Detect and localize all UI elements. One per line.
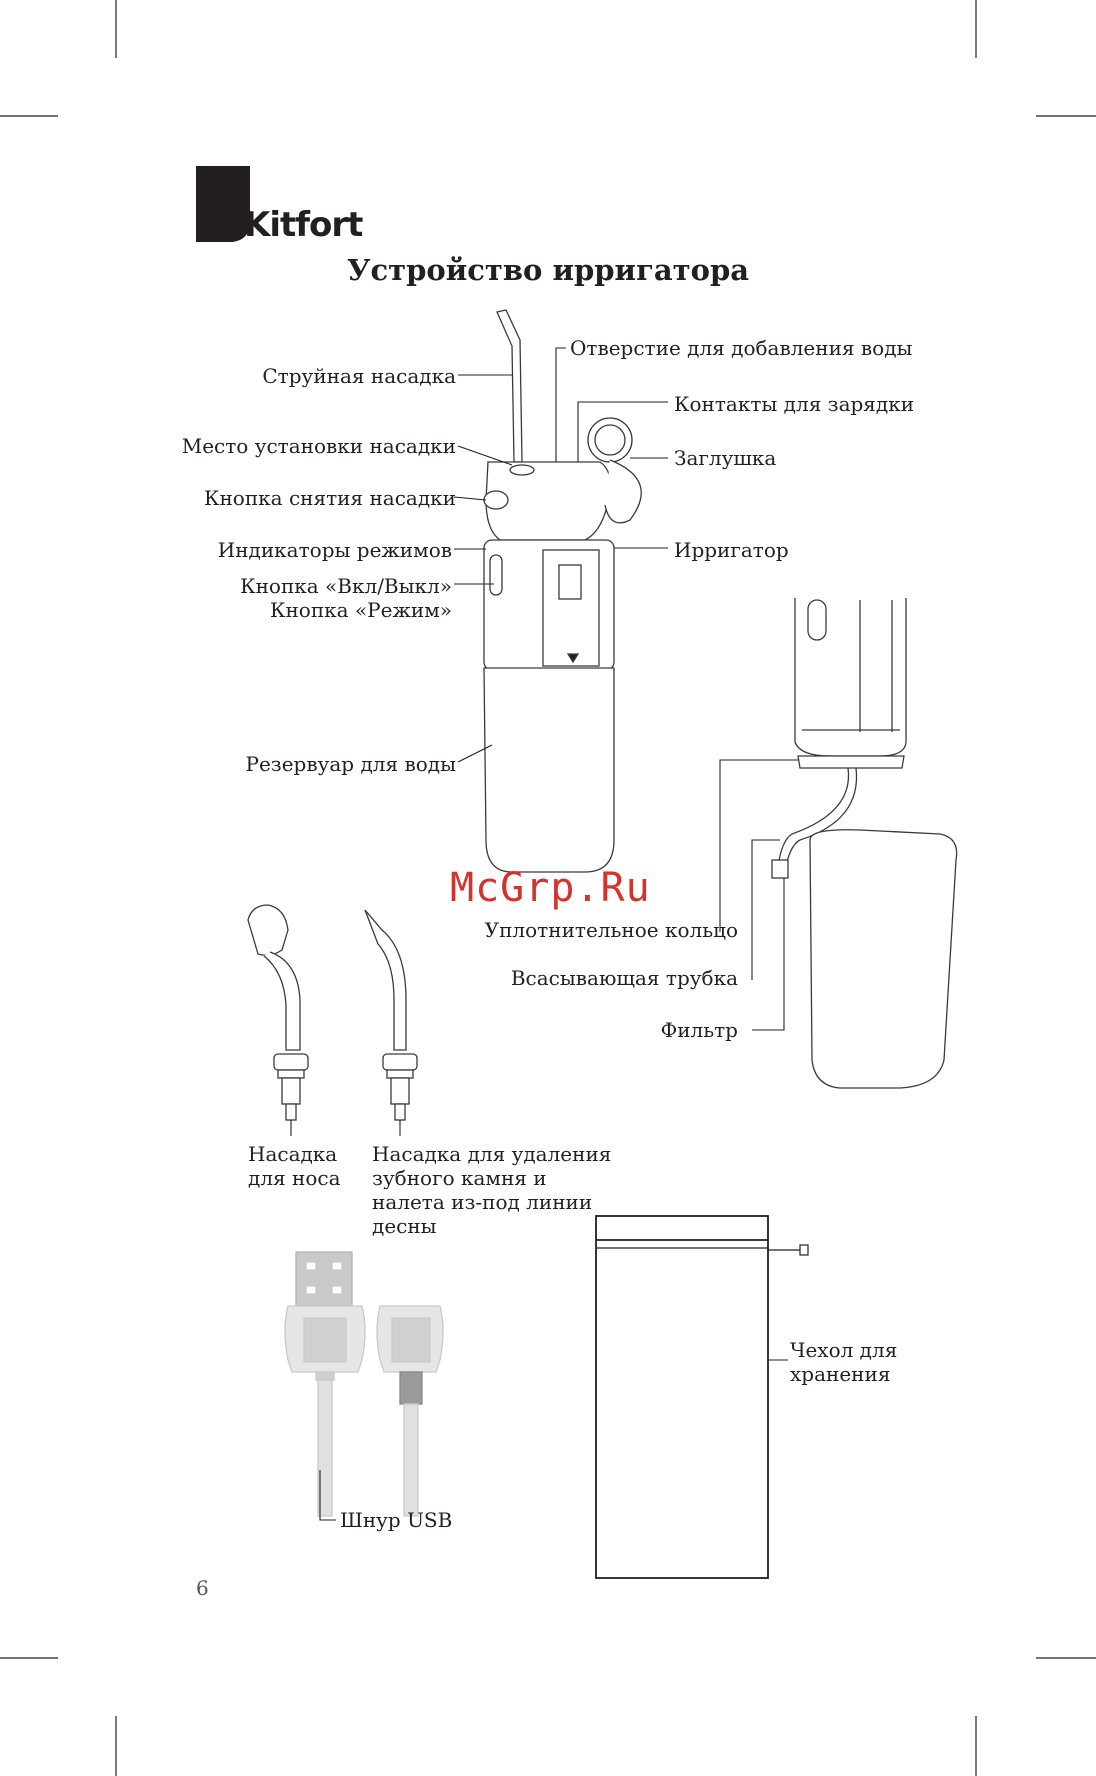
inset-drawing (772, 598, 957, 1088)
label-charging-contacts: Контакты для зарядки (674, 392, 915, 416)
nozzle-leaders (291, 1120, 400, 1136)
label-jet-nozzle: Струйная насадка (262, 364, 456, 388)
label-suction-tube: Всасывающая трубка (510, 966, 738, 990)
brand-name: Kitfort (244, 205, 363, 245)
label-usb-cable: Шнур USB (340, 1508, 453, 1532)
label-filter: Фильтр (660, 1018, 738, 1042)
storage-case-drawing (596, 1216, 808, 1578)
label-plug: Заглушка (674, 446, 777, 470)
label-nozzle-mount: Место установки насадки (181, 434, 456, 458)
label-nose-nozzle: Насадка для носа (248, 1142, 341, 1190)
page-number: 6 (196, 1576, 209, 1600)
label-storage-case: Чехол для хранения (790, 1338, 898, 1386)
label-seal-ring: Уплотнительное кольцо (484, 918, 738, 942)
label-nozzle-release: Кнопка снятия насадки (203, 486, 456, 510)
label-irrigator: Ирригатор (674, 538, 789, 562)
irrigator-drawing (484, 310, 641, 872)
page-title: Устройство ирригатора (346, 253, 750, 287)
label-mode-button: Кнопка «Режим» (269, 598, 452, 622)
label-plaque-nozzle: Насадка для удаления зубного камня и налета из-под линии десны (372, 1142, 612, 1238)
label-power-button: Кнопка «Вкл/Выкл» (240, 574, 452, 598)
usb-cable-drawing (285, 1252, 443, 1516)
label-water-inlet: Отверстие для добавления воды (570, 336, 913, 360)
label-mode-indicators: Индикаторы режимов (217, 538, 452, 562)
nozzle-drawings (248, 905, 417, 1120)
watermark: McGrp.Ru (450, 865, 651, 911)
kitfort-logo-mark (196, 166, 250, 242)
label-water-tank: Резервуар для воды (245, 752, 456, 776)
